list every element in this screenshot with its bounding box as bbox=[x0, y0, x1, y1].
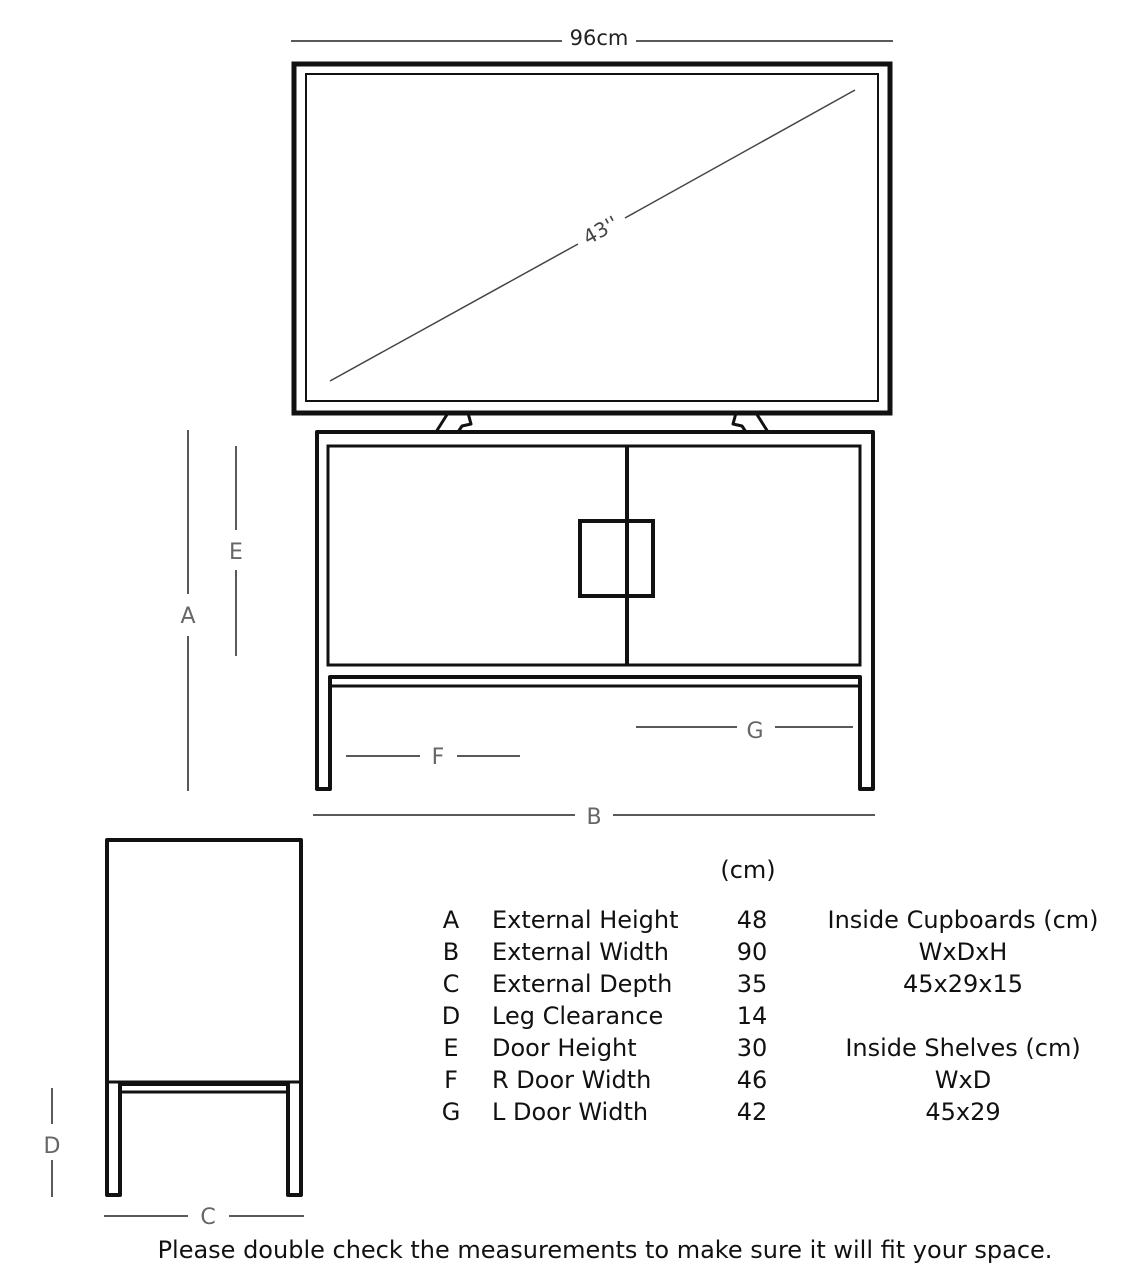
cabinet-front bbox=[317, 432, 873, 789]
spec-letter: C bbox=[442, 970, 460, 998]
spec-letter: F bbox=[444, 1066, 458, 1094]
spec-name: External Depth bbox=[492, 970, 673, 998]
dimension-a-label: A bbox=[180, 604, 196, 629]
dimension-e-label: E bbox=[229, 540, 243, 565]
footer-note: Please double check the measurements to make sure it will fit your space. bbox=[157, 1236, 1053, 1264]
spec-name: L Door Width bbox=[492, 1098, 649, 1126]
cabinet-side bbox=[107, 840, 301, 1195]
spec-name: R Door Width bbox=[492, 1066, 652, 1094]
spec-letter: D bbox=[441, 1002, 461, 1030]
spec-name: External Height bbox=[492, 906, 679, 934]
tv-diagonal-label: 43'' bbox=[578, 210, 623, 250]
spec-value: 30 bbox=[736, 1034, 768, 1062]
spec-value: 42 bbox=[736, 1098, 768, 1126]
spec-value: 90 bbox=[736, 938, 768, 966]
tv-width-label: 96cm bbox=[569, 26, 629, 50]
dimension-c-label: C bbox=[200, 1205, 216, 1230]
spec-letter: B bbox=[442, 938, 460, 966]
dimension-g-label: G bbox=[746, 719, 764, 744]
inside-cupboards-format: WxDxH bbox=[918, 938, 1008, 966]
spec-name: External Width bbox=[492, 938, 669, 966]
inside-shelves-format: WxD bbox=[934, 1066, 992, 1094]
spec-letter: E bbox=[443, 1034, 459, 1062]
spec-value: 46 bbox=[736, 1066, 768, 1094]
inside-cupboards-title: Inside Cupboards (cm) bbox=[827, 906, 1099, 934]
inside-shelves-title: Inside Shelves (cm) bbox=[845, 1034, 1081, 1062]
dimension-f-label: F bbox=[431, 745, 445, 770]
spec-letter: A bbox=[442, 906, 460, 934]
unit-header: (cm) bbox=[720, 856, 776, 884]
spec-name: Leg Clearance bbox=[492, 1002, 664, 1030]
spec-value: 35 bbox=[736, 970, 768, 998]
spec-value: 48 bbox=[736, 906, 768, 934]
dimension-b-label: B bbox=[586, 805, 602, 830]
spec-name: Door Height bbox=[492, 1034, 637, 1062]
inside-shelves-value: 45x29 bbox=[925, 1098, 1001, 1126]
inside-cupboards-value: 45x29x15 bbox=[902, 970, 1024, 998]
tv-feet bbox=[436, 413, 768, 432]
spec-value: 14 bbox=[736, 1002, 768, 1030]
dimension-d-label: D bbox=[43, 1134, 61, 1159]
spec-letter: G bbox=[441, 1098, 461, 1126]
